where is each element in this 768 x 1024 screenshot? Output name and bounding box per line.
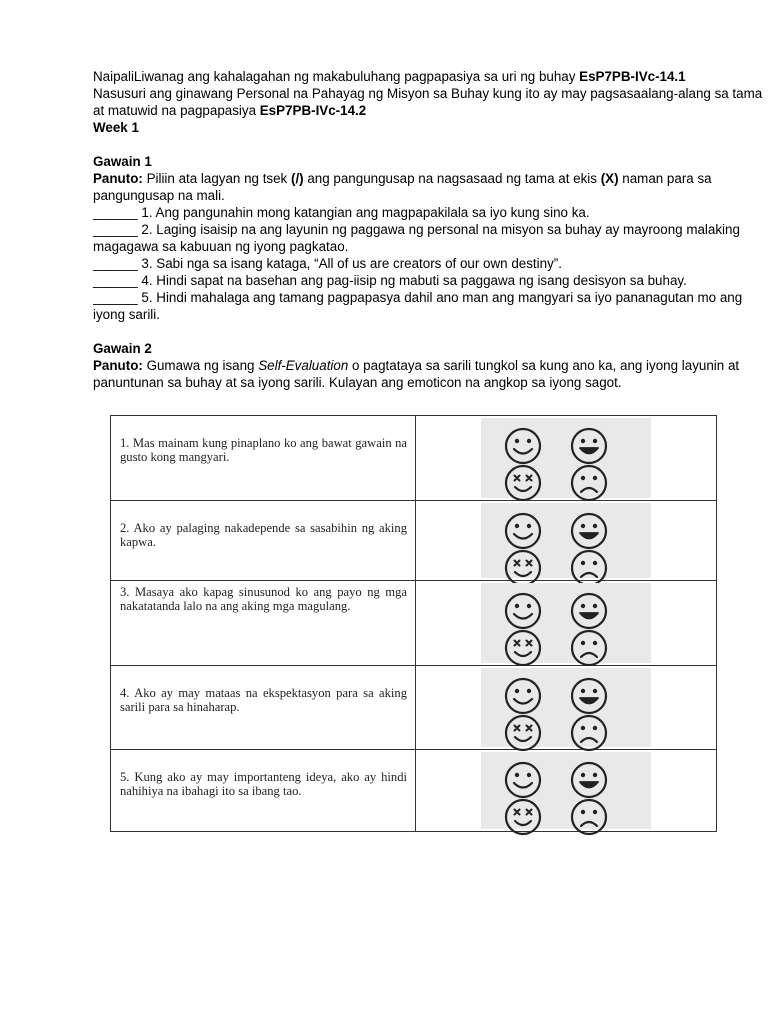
gawain-1-item-2: ______ 2. Laging isaisip na ang layunin ng paggawa ng personal na misyon sa buhay ay mayroong malaking magagawa sa kabuuan ng iyong pagkatao. (93, 222, 740, 254)
grin-icon[interactable] (569, 676, 609, 716)
smile-icon[interactable] (503, 760, 543, 800)
gawain-2-instructions: Panuto: Gumawa ng isang Self-Evaluation o pagtataya sa sarili tungkol sa kung ano ka, ang iyong layunin at panuntunan sa buhay at sa iyong sarili. Kulayan ang emoticon na angkop sa iyong sagot. (93, 358, 740, 390)
week-label: Week 1 (93, 120, 139, 135)
smile-icon[interactable] (503, 591, 543, 631)
gawain-1-item-5: ______ 5. Hindi mahalaga ang tamang pagpapasya dahil ano man ang mangyari sa iyo pananagutan mo ang iyong sarili. (93, 290, 743, 322)
sad-face-icon[interactable] (569, 797, 609, 837)
dizzy-face-icon[interactable] (503, 713, 543, 753)
emoticon-cell (416, 581, 716, 665)
statement-5: 5. Kung ako ay may importanteng ideya, ako ay hindi nahihiya na ibahagi ito sa ibang tao. (111, 750, 416, 831)
competency-1: NaipaliLiwanag ang kahalagahan ng makabuluhang pagpapasiya sa uri ng buhay EsP7PB-IVc-14.1 (93, 69, 686, 84)
dizzy-face-icon[interactable] (503, 797, 543, 837)
competency-code-2: EsP7PB-IVc-14.2 (259, 103, 367, 118)
gawain-1-title: Gawain 1 (93, 154, 152, 169)
self-evaluation-table (110, 415, 717, 832)
gawain-1-item-1: ______ 1. Ang pangunahin mong katangian ang magpapakilala sa iyo kung sino ka. (93, 205, 590, 220)
smile-icon[interactable] (503, 426, 543, 466)
grin-icon[interactable] (569, 591, 609, 631)
emoticon-cell (416, 501, 716, 580)
emoticon-cell (416, 750, 716, 831)
grin-icon[interactable] (569, 426, 609, 466)
statement-2: 2. Ako ay palaging nakadepende sa sasabihin ng aking kapwa. (111, 501, 416, 580)
dizzy-face-icon[interactable] (503, 463, 543, 503)
sad-face-icon[interactable] (569, 628, 609, 668)
table-row (110, 501, 717, 581)
table-row (110, 666, 717, 750)
emoticon-cell (416, 416, 716, 500)
smile-icon[interactable] (503, 676, 543, 716)
statement-4: 4. Ako ay may mataas na ekspektasyon para sa aking sarili para sa hinaharap. (111, 666, 416, 749)
table-row (110, 415, 717, 501)
worksheet-text (93, 68, 765, 391)
gawain-1-item-4: ______ 4. Hindi sapat na basehan ang pag-iisip ng mabuti sa paggawa ng isang desisyon sa buhay. (93, 273, 687, 288)
gawain-1-instructions: Panuto: Piliin ata lagyan ng tsek (/) ang pangungusap na nagsasaad ng tama at ekis (X) naman para sa pangungusap na mali. (93, 171, 712, 203)
sad-face-icon[interactable] (569, 713, 609, 753)
statement-3: 3. Masaya ako kapag sinusunod ko ang payo ng mga nakatatanda lalo na ang aking mga magulang. (111, 581, 416, 665)
gawain-1-item-3: ______ 3. Sabi nga sa isang kataga, “All of us are creators of our own destiny”. (93, 256, 562, 271)
sad-face-icon[interactable] (569, 463, 609, 503)
grin-icon[interactable] (569, 511, 609, 551)
smile-icon[interactable] (503, 511, 543, 551)
table-row (110, 581, 717, 666)
competency-2: Nasusuri ang ginawang Personal na Pahayag ng Misyon sa Buhay kung ito ay may pagsasaalang-alang sa tama at matuwid na pagpapasiya EsP7PB-IVc-14.2 (93, 86, 763, 118)
grin-icon[interactable] (569, 760, 609, 800)
dizzy-face-icon[interactable] (503, 628, 543, 668)
table-row (110, 750, 717, 832)
competency-code-1: EsP7PB-IVc-14.1 (579, 69, 686, 84)
emoticon-cell (416, 666, 716, 749)
gawain-2-title: Gawain 2 (93, 341, 152, 356)
statement-1: 1. Mas mainam kung pinaplano ko ang bawat gawain na gusto kong mangyari. (111, 416, 416, 500)
